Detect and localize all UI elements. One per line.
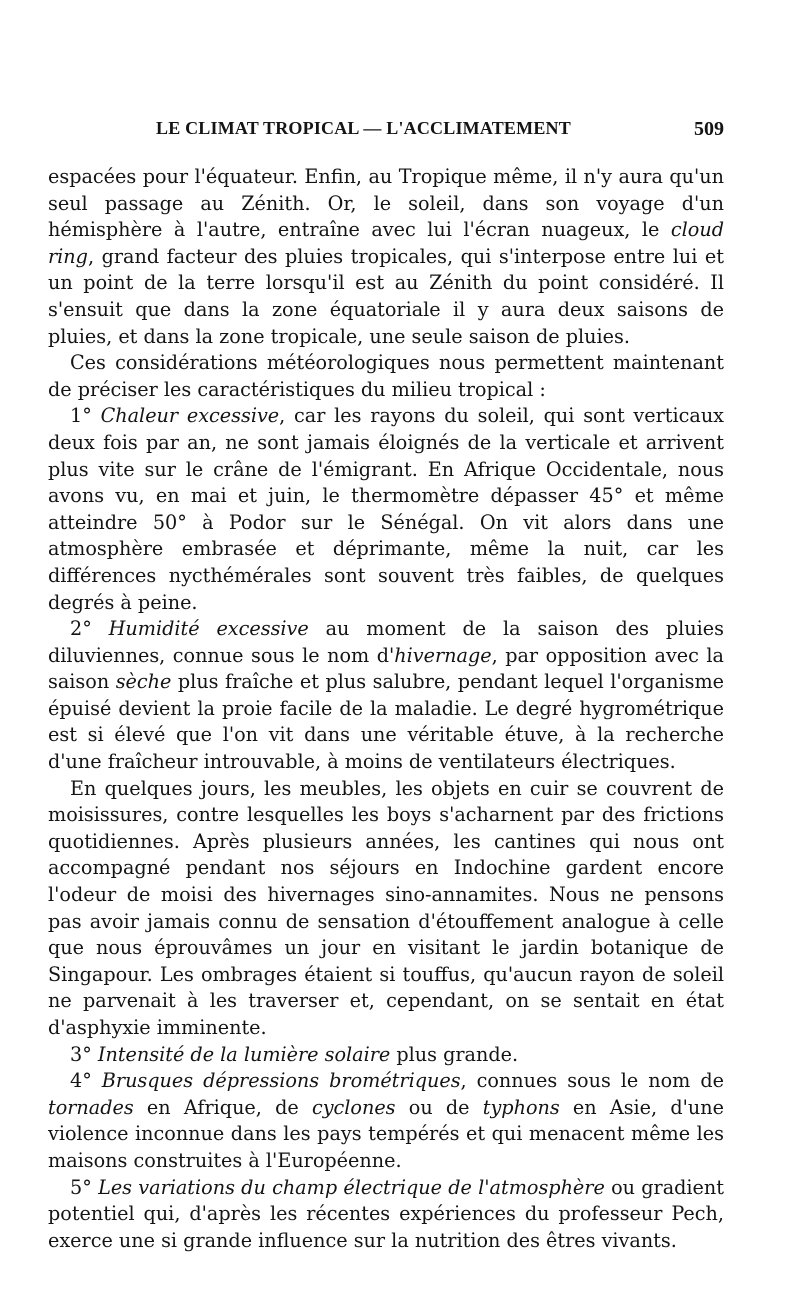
paragraph-text: en Afrique, de — [133, 1095, 312, 1119]
paragraph-text: au moment de la saison des pluies diluviennes, connue sous le nom d' — [48, 617, 724, 667]
paragraph-text: ou de — [395, 1095, 483, 1119]
paragraph — [48, 1042, 724, 1069]
paragraph-text: 2° — [70, 617, 109, 641]
italic-text: Chaleur excessive — [100, 404, 280, 428]
paragraph-text: en Asie, d'une violence inconnue dans les pays tempérés et qui menacent même les maisons construites à l'Européenne. — [48, 1095, 724, 1172]
italic-text: hivernage — [394, 643, 492, 667]
paragraph-text: , grand facteur des pluies tropicales, qui s'interpose entre lui et un point de la terre lorsqu'il est au Zénith du point considéré. Il s'ensuit que dans la zone équatoriale il y aura deux saisons de pluies, et dans la zone tropicale, une seule saison de pluies. — [48, 244, 724, 348]
italic-text: typhons — [482, 1095, 560, 1119]
italic-text: cloud ring — [48, 218, 724, 268]
running-title: LE CLIMAT TROPICAL — L'ACCLIMATEMENT — [156, 118, 571, 138]
italic-text: Brusques dépressions brométriques — [101, 1069, 461, 1093]
paragraph — [48, 1068, 724, 1174]
italic-text: Humidité excessive — [108, 617, 309, 641]
paragraph — [48, 776, 724, 1042]
italic-text: cyclones — [311, 1095, 396, 1119]
paragraph-text: 3° — [70, 1042, 98, 1066]
paragraph-text: 1° — [70, 404, 101, 428]
page-number: 509 — [694, 118, 724, 140]
italic-text: sèche — [115, 670, 172, 694]
paragraph — [48, 164, 724, 350]
paragraph-text: plus fraîche et plus salubre, pendant lequel l'organisme épuisé devient la proie facile de la maladie. Le degré hygrométrique est si élevé que l'on vit dans une véritable étuve, à la recherche d'une fraîcheur introuvable, à moins de ventilateurs électriques. — [48, 670, 724, 774]
paragraph-text: Ces considérations météorologiques nous permettent maintenant de préciser les caractéristiques du milieu tropical : — [48, 351, 724, 401]
italic-text: Les variations du champ électrique de l'atmosphère — [98, 1175, 605, 1199]
paragraph-text: , par opposition avec la saison — [48, 643, 724, 694]
paragraph-text: plus grande. — [390, 1042, 519, 1066]
body-text — [48, 164, 724, 1254]
paragraph-text: 4° — [70, 1069, 102, 1093]
italic-text: tornades — [48, 1095, 134, 1119]
paragraph-text: 5° — [70, 1175, 99, 1199]
paragraph — [48, 1175, 724, 1255]
paragraph-text: espacées pour l'équateur. Enfin, au Tropique même, il n'y aura qu'un seul passage au Zénith. Or, le soleil, dans son voyage d'un hémisphère à l'autre, entraîne avec lui l'écran nuageux, le — [48, 165, 724, 242]
paragraph — [48, 350, 724, 403]
page-header — [48, 118, 724, 146]
italic-text: Intensité de la lumière solaire — [97, 1042, 391, 1066]
paragraph-text: , car les rayons du soleil, qui sont verticaux deux fois par an, ne sont jamais éloignés de la verticale et arrivent plus vite sur le crâne de l'émigrant. En Afrique Occidentale, nous avons vu, en mai et juin, le thermomètre dépasser 45° et même atteindre 50° à Podor sur le Sénégal. On vit alors dans une atmosphère embrasée et déprimante, même la nuit, car les différences nycthémérales sont souvent très faibles, de quelques degrés à peine. — [48, 404, 725, 614]
paragraph — [48, 403, 724, 616]
paragraph-text: En quelques jours, les meubles, les objets en cuir se couvrent de moisissures, contre lesquelles les boys s'acharnent par des frictions quotidiennes. Après plusieurs années, les cantines qui nous ont accompagné pendant nos séjours en Indochine gardent encore l'odeur de moisi des hivernages sino-annamites. Nous ne pensons pas avoir jamais connu de sensation d'étouffement analogue à celle que nous éprouvâmes un jour en visitant le jardin botanique de Singapour. Les ombrages étaient si touffus, qu'aucun rayon de soleil ne parvenait à les traverser et, cependant, on se sentait en état d'asphyxie imminente. — [48, 776, 724, 1039]
paragraph-text: ou gradient potentiel qui, d'après les récentes expériences du professeur Pech, exerce une si grande influence sur la nutrition des êtres vivants. — [48, 1175, 724, 1252]
paragraph — [48, 616, 724, 776]
paragraph-text: , connues sous le nom de — [460, 1069, 724, 1093]
